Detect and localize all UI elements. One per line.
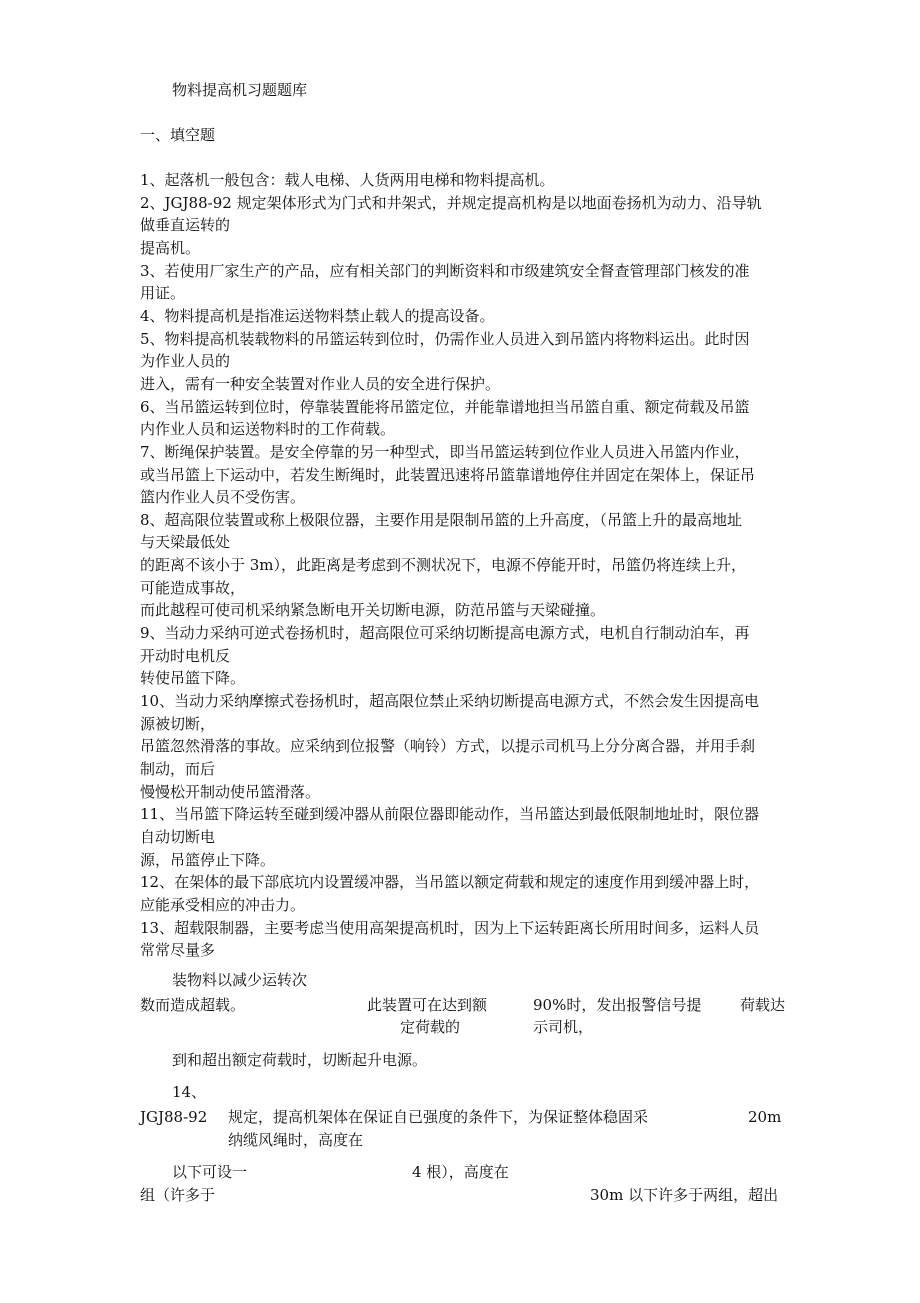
text-fragment: 30m 以下许多于两组，超出 (590, 1186, 779, 1204)
text-line: 的距离不该小于 3m），此距离是考虑到不测状况下，电源不停能开时，吊篮仍将连续上升， (140, 556, 747, 574)
text-fragment: 90%时，发出报警信号提 (533, 996, 702, 1014)
text-line: 内作业人员和运送物料时的工作荷载。 (140, 420, 396, 438)
text-line: 2、JGJ88-92 规定架体形式为门式和井架式，并规定提高机构是以地面卷扬机为动力、沿导轨 (140, 194, 762, 212)
text-fragment: 4 根），高度在 (412, 1163, 509, 1181)
text-fragment: 以下可设一 (172, 1163, 248, 1181)
text-line: 用证。 (140, 284, 186, 302)
text-line: 吊篮忽然滑落的事故。应采纳到位报警（响铃）方式，以提示司机马上分分离合器，并用手刹 (140, 737, 756, 755)
text-fragment: 示司机， (533, 1018, 594, 1036)
text-fragment: 荷载达 (740, 996, 786, 1014)
text-line: 常常尽量多 (140, 941, 216, 959)
text-fragment: 20m (748, 1108, 782, 1126)
text-line: 9、当动力采纳可逆式卷扬机时，超高限位可采纳切断提高电源方式，电机自行制动泊车，再 (140, 624, 750, 642)
text-line: 源被切断， (140, 715, 216, 733)
text-fragment: 到和超出额定荷载时，切断起升电源。 (172, 1051, 428, 1069)
text-line: 而此越程可使司机采纳紧急断电开关切断电源，防范吊篮与天梁碰撞。 (140, 601, 606, 619)
text-line: 4、物料提高机是指准运送物料禁止载人的提高设备。 (140, 307, 495, 325)
text-line: 8、超高限位装置或称上极限位器，主要作用是限制吊篮的上升高度，（吊篮上升的最高地址 (140, 511, 743, 529)
text-line: 3、若使用厂家生产的产品，应有相关部门的判断资料和市级建筑安全督查管理部门核发的准 (140, 262, 750, 280)
text-line: 源，吊篮停止下降。 (140, 851, 276, 869)
text-line: 自动切断电 (140, 828, 216, 846)
text-line: 12、在架体的最下部底坑内设置缓冲器，当吊篮以额定荷载和规定的速度作用到缓冲器上时， (140, 873, 760, 891)
text-line: 7、断绳保护装置。是安全停靠的另一种型式，即当吊篮运转到位作业人员进入吊篮内作业， (140, 443, 750, 461)
text-line: 做垂直运转的 (140, 216, 231, 234)
text-line: 慢慢松开制动使吊篮滑落。 (140, 783, 321, 801)
text-line: 制动，而后 (140, 760, 216, 778)
text-line: 13、超载限制器，主要考虑当使用高架提高机时，因为上下运转距离长所用时间多，运料人员 (140, 919, 760, 937)
text-line: 应能承受相应的冲击力。 (140, 896, 306, 914)
text-fragment: 装物料以减少运转次 (172, 971, 308, 989)
text-fragment: 定荷载的 (400, 1018, 461, 1036)
text-fragment: 规定，提高机架体在保证自已强度的条件下，为保证整体稳固采 (228, 1108, 649, 1126)
text-line: 10、当动力采纳摩擦式卷扬机时，超高限位禁止采纳切断提高电源方式，不然会发生因提高电 (140, 692, 760, 710)
text-line: 为作业人员的 (140, 352, 231, 370)
text-line: 开动时电机反 (140, 647, 231, 665)
text-fragment: 14、 (172, 1083, 207, 1101)
page-title: 物料提高机习题题库 (172, 81, 308, 99)
text-line: 进入，需有一种安全装置对作业人员的安全进行保护。 (140, 375, 501, 393)
text-line: 11、当吊篮下降运转至碰到缓冲器从前限位器即能动作，当吊篮达到最低限制地址时，限位器 (140, 805, 760, 823)
text-fragment: 数而造成超载。 (140, 996, 246, 1014)
section-heading: 一、填空题 (140, 126, 216, 144)
text-fragment: 纳缆风绳时，高度在 (228, 1131, 364, 1149)
text-fragment: 此装置可在达到额 (367, 996, 488, 1014)
text-line: 可能造成事故， (140, 579, 246, 597)
text-line: 1、起落机一般包含：载人电梯、人货两用电梯和物料提高机。 (140, 171, 555, 189)
text-line: 或当吊篮上下运动中，若发生断绳时，此装置迅速将吊篮靠谱地停住并固定在架体上，保证吊 (140, 466, 756, 484)
text-line: 5、物料提高机装载物料的吊篮运转到位时，仍需作业人员进入到吊篮内将物料运出。此时因 (140, 330, 750, 348)
text-line: 提高机。 (140, 239, 201, 257)
text-line: 6、当吊篮运转到位时，停靠装置能将吊篮定位，并能靠谱地担当吊篮自重、额定荷载及吊篮 (140, 398, 750, 416)
text-line: 与天梁最低处 (140, 533, 231, 551)
text-line: 转使吊篮下降。 (140, 669, 246, 687)
text-line: 篮内作业人员不受伤害。 (140, 488, 306, 506)
text-fragment: 组（许多于 (140, 1186, 216, 1204)
text-fragment: JGJ88-92 (140, 1108, 208, 1126)
